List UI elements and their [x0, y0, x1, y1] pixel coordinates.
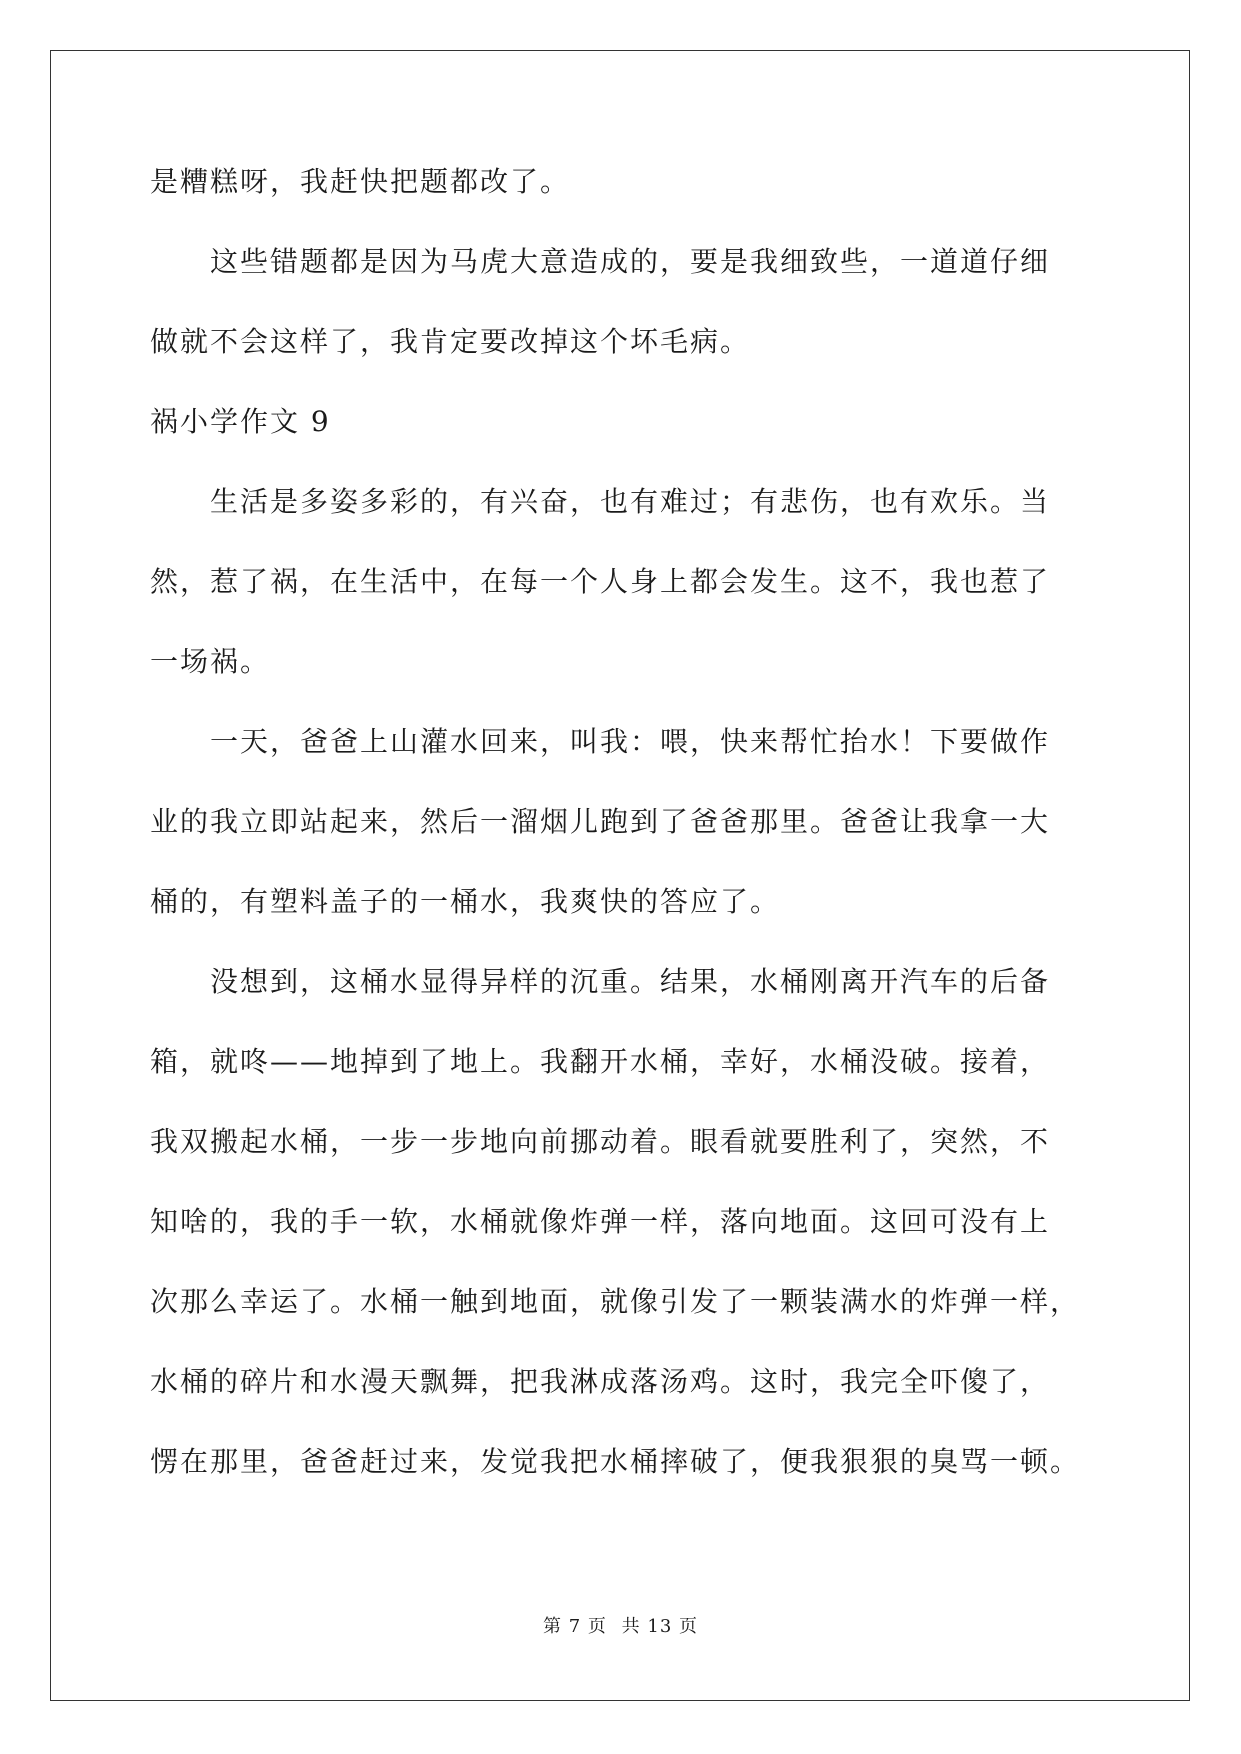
section-heading: 祸小学作文 9	[150, 405, 331, 438]
text-line: 次那么幸运了。水桶一触到地面，就像引发了一颗装满水的炸弹一样，	[150, 1285, 1081, 1318]
text-line: 我双搬起水桶，一步一步地向前挪动着。眼看就要胜利了，突然，不	[150, 1125, 1051, 1158]
text-line: 一天，爸爸上山灌水回来，叫我：喂，快来帮忙抬水！下要做作	[150, 725, 1051, 758]
total-page-count: 共 13 页	[621, 1616, 698, 1637]
text-line: 知啥的，我的手一软，水桶就像炸弹一样，落向地面。这回可没有上	[150, 1205, 1051, 1238]
page-footer	[0, 1612, 1241, 1638]
text-line: 一场祸。	[150, 645, 271, 678]
text-line: 这些错题都是因为马虎大意造成的，要是我细致些，一道道仔细	[150, 245, 1051, 278]
document-body	[150, 160, 1090, 1520]
text-line: 生活是多姿多彩的，有兴奋，也有难过；有悲伤，也有欢乐。当	[150, 485, 1051, 518]
text-line: 然，惹了祸，在生活中，在每一个人身上都会发生。这不，我也惹了	[150, 565, 1051, 598]
text-line: 箱，就咚——地掉到了地上。我翻开水桶，幸好，水桶没破。接着，	[150, 1045, 1051, 1078]
text-line: 没想到，这桶水显得异样的沉重。结果，水桶刚离开汽车的后备	[150, 965, 1051, 998]
text-line: 愣在那里，爸爸赶过来，发觉我把水桶摔破了，便我狠狠的臭骂一顿。	[150, 1445, 1081, 1478]
text-line: 是糟糕呀，我赶快把题都改了。	[150, 165, 571, 198]
text-line: 桶的，有塑料盖子的一桶水，我爽快的答应了。	[150, 885, 781, 918]
text-line: 水桶的碎片和水漫天飘舞，把我淋成落汤鸡。这时，我完全吓傻了，	[150, 1365, 1051, 1398]
text-line: 做就不会这样了，我肯定要改掉这个坏毛病。	[150, 325, 751, 358]
current-page-number: 第 7 页	[543, 1616, 607, 1637]
text-line: 业的我立即站起来，然后一溜烟儿跑到了爸爸那里。爸爸让我拿一大	[150, 805, 1051, 838]
